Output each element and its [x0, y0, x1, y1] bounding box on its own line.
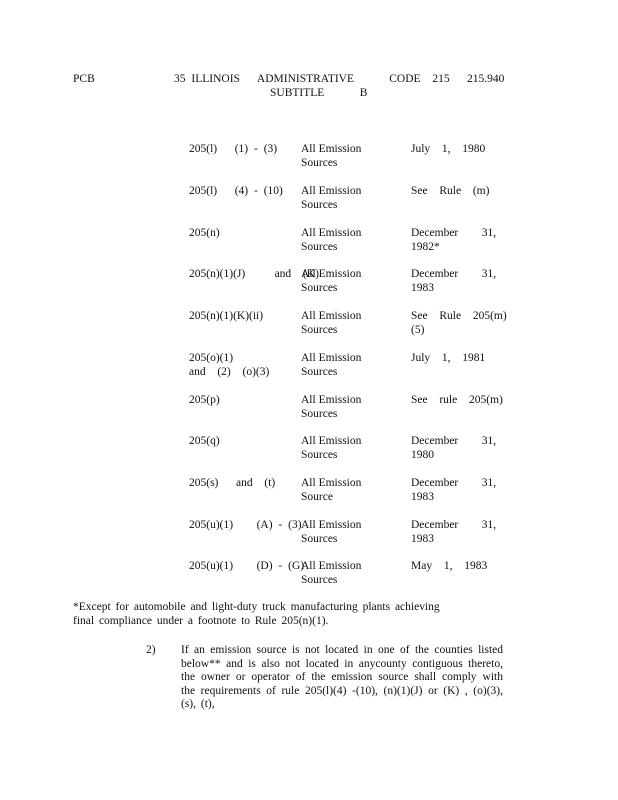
sources-cell: All Emission Sources	[301, 560, 362, 586]
rule-cell: 205(p)	[189, 394, 220, 406]
rule-cell: 205(n)	[189, 227, 220, 239]
table-row	[0, 227, 618, 257]
sources-cell: All Emission Sources	[301, 227, 362, 253]
date-cell: See Rule (m)	[411, 185, 490, 197]
sources-cell: All Emission Sources	[301, 435, 362, 461]
rule-cell: 205(u)(1) (D) - (G)	[189, 560, 305, 572]
date-cell: See rule 205(m)	[411, 394, 503, 406]
header-section-number: 215.940	[467, 73, 505, 85]
paragraph-number: 2)	[146, 644, 156, 656]
table-row	[0, 310, 618, 340]
sources-cell: All Emission Sources	[301, 185, 362, 211]
table-row	[0, 435, 618, 465]
sources-cell: All Emission Sources	[301, 143, 362, 169]
sources-cell: All Emission Sources	[301, 310, 362, 336]
table-row	[0, 143, 618, 173]
sources-cell: All Emission Source	[301, 477, 362, 503]
rule-cell: 205(n)(1)(J) and (K)	[189, 268, 319, 280]
rule-cell: 205(l) (4) - (10)	[189, 185, 283, 197]
rule-cell: 205(o)(1) and (2) (o)(3)	[189, 352, 270, 378]
header-agency: PCB	[73, 73, 95, 85]
sources-cell: All Emission Sources	[301, 519, 362, 545]
table-row	[0, 394, 618, 424]
table-row	[0, 268, 618, 298]
rule-cell: 205(l) (1) - (3)	[189, 143, 278, 155]
date-cell: December 31, 1983	[411, 477, 508, 503]
sources-cell: All Emission Sources	[301, 268, 362, 294]
rule-cell: 205(s) and (t)	[189, 477, 276, 489]
date-cell: December 31, 1983	[411, 519, 508, 545]
date-cell: December 31, 1983	[411, 268, 508, 294]
sources-cell: All Emission Sources	[301, 352, 362, 378]
table-row	[0, 560, 618, 590]
date-cell: December 31, 1982*	[411, 227, 497, 253]
rule-cell: 205(n)(1)(K)(ii)	[189, 310, 264, 322]
table-row	[0, 185, 618, 215]
date-cell: May 1, 1983	[411, 560, 488, 572]
header-subtitle: SUBTITLE B	[270, 87, 368, 99]
table-row	[0, 519, 618, 549]
date-cell: July 1, 1981	[411, 352, 486, 364]
date-cell: December 31, 1980	[411, 435, 508, 461]
table-row	[0, 477, 618, 507]
paragraph-text: If an emission source is not located in one of the counties listed below** and is also not located in anycounty contiguous thereto, the owner or operator of the emission source shall comply with the requirements of rule 205(l)(4) -(10), (n)(1)(J) or (K) , (o)(3), (s), (t),	[181, 644, 503, 710]
header-title: 35 ILLINOIS ADMINISTRATIVE CODE 215	[174, 73, 450, 85]
rule-cell: 205(q)	[189, 435, 220, 447]
date-cell: July 1, 1980	[411, 143, 486, 155]
date-cell: See Rule 205(m)(5)	[411, 310, 507, 336]
footnote: *Except for automobile and light-duty truck manufacturing plants achieving final compliance under a footnote to Rule 205(n)(1).	[73, 601, 440, 627]
sources-cell: All Emission Sources	[301, 394, 362, 420]
rule-cell: 205(u)(1) (A) - (3)	[189, 519, 302, 531]
table-row	[0, 352, 618, 382]
